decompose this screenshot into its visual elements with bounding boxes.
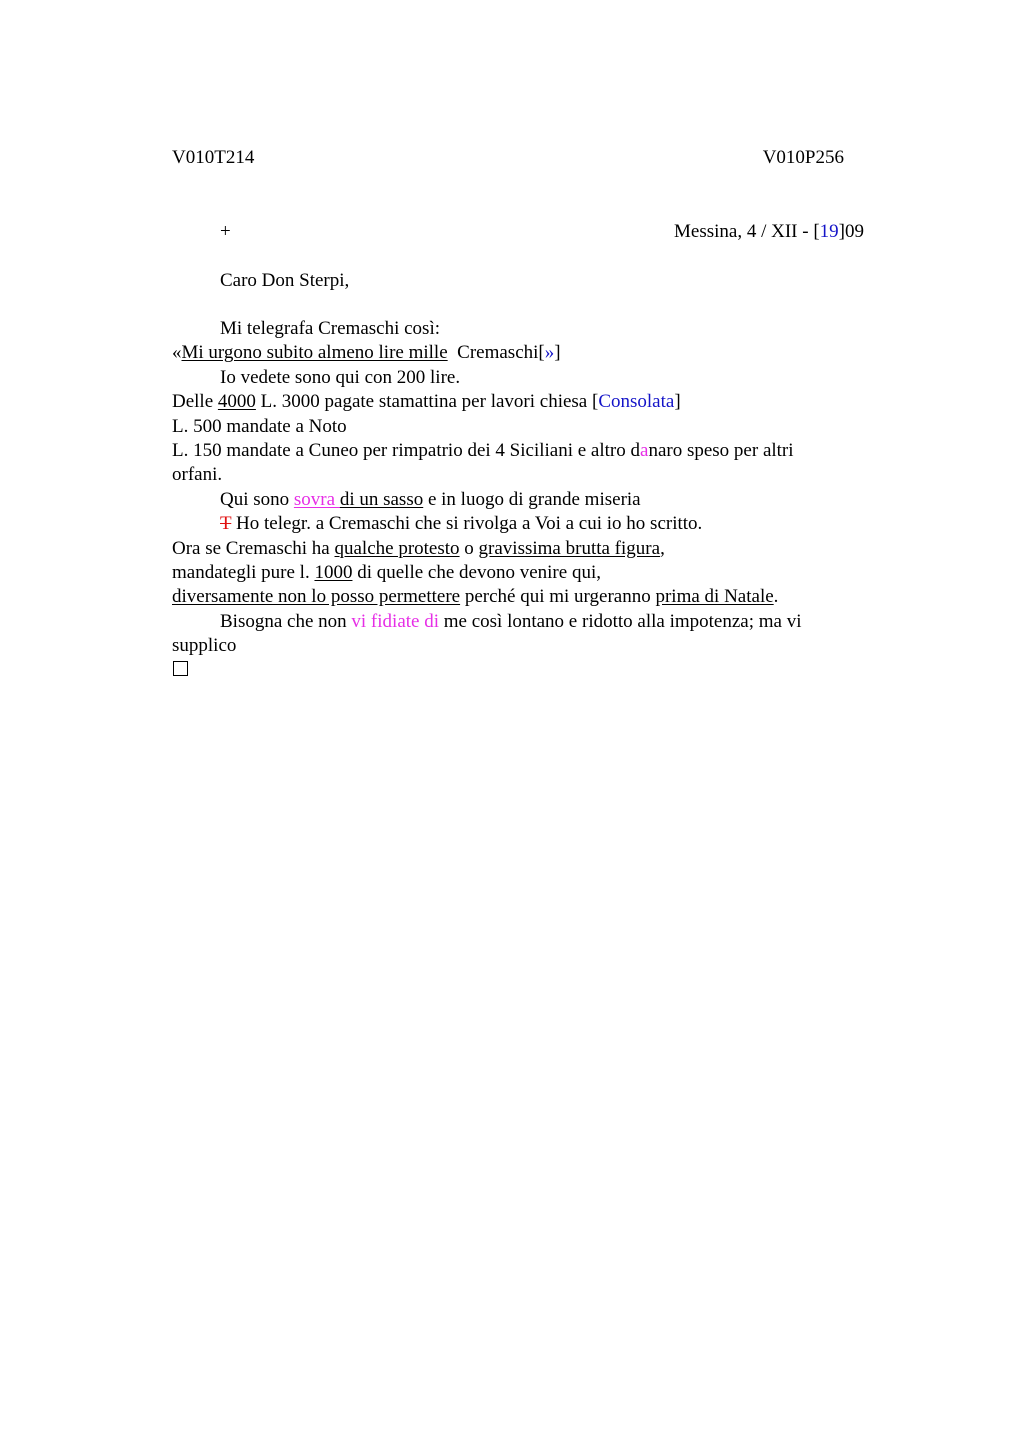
line-text: Mi telegrafa Cremaschi così: [220, 318, 441, 339]
volume-text-code: V010T214 [172, 147, 255, 168]
cross-mark: + [220, 221, 231, 242]
body-line-6 [172, 439, 862, 463]
underlined-text: prima di Natale [655, 586, 774, 608]
body-line-12 [172, 585, 862, 609]
body-line-8 [172, 488, 862, 512]
correction-insert: sovra [293, 488, 340, 510]
salutation: Caro Don Sterpi, [220, 270, 350, 291]
line-text: Io vedete sono qui con 200 lire. [220, 366, 461, 388]
end-box-icon [173, 661, 188, 676]
underlined-text: 4000 [217, 391, 256, 413]
body-line-14 [172, 634, 862, 658]
body-line-3 [172, 366, 862, 390]
bracket-close: ] [674, 391, 681, 413]
correction-insert: a [640, 439, 649, 461]
line-text: L. 3000 pagate stamattina per lavori chiesa [ [255, 391, 599, 413]
underlined-text: diversamente non lo posso permettere [172, 586, 461, 608]
underlined-text: Mi urgono subito almeno lire mille [181, 342, 448, 364]
line-text: supplico [172, 635, 237, 657]
line-text: Ho telegr. a Cremaschi che si rivolga a Voi a cui io ho scritto. [231, 513, 703, 535]
line-text: Delle [172, 391, 218, 413]
line-text: naro speso per altri [648, 439, 794, 461]
year-insert: 19 [819, 221, 839, 242]
line-text: me così lontano e ridotto alla impotenza; ma vi [439, 610, 802, 632]
body-line-1 [172, 317, 862, 341]
line-text: Qui sono [220, 488, 294, 510]
place-date-text: Messina, 4 / XII - [ [674, 221, 820, 242]
line-text: Bisogna che non [220, 610, 352, 632]
body-line-13 [172, 610, 862, 634]
body-line-11 [172, 561, 862, 585]
line-text: Ora se Cremaschi ha [172, 537, 335, 559]
archive-codes [172, 146, 844, 170]
deleted-letter: T [220, 513, 232, 535]
line-text: , [660, 537, 665, 559]
line-text: di quelle che devono venire qui, [352, 561, 601, 583]
underlined-text: 1000 [314, 561, 353, 583]
place-date [674, 220, 864, 244]
line-text: orfani. [172, 464, 223, 486]
volume-page-code: V010P256 [762, 147, 844, 168]
letter-body [172, 317, 862, 683]
line-text: L. 500 mandate a Noto [172, 415, 347, 437]
body-line-5 [172, 415, 862, 439]
underlined-text: di un sasso [339, 488, 424, 510]
year-end: ]09 [838, 221, 864, 242]
body-line-2 [172, 341, 862, 365]
body-line-4 [172, 390, 862, 414]
body-line-7 [172, 463, 862, 487]
bracket-close: ] [554, 342, 561, 364]
line-text: L. 150 mandate a Cuneo per rimpatrio dei 4 Siciliani e altro d [172, 439, 641, 461]
body-line-9 [172, 512, 862, 536]
line-text: . [773, 586, 779, 608]
editorial-insert: Consolata [598, 391, 675, 413]
underlined-text: gravissima brutta figura [478, 537, 661, 559]
line-text: o [459, 537, 479, 559]
body-line-15 [172, 658, 862, 682]
editorial-insert: » [544, 342, 555, 364]
line-text: perché qui mi urgeranno [460, 586, 656, 608]
line-text: mandategli pure l. [172, 561, 315, 583]
correction-insert: vi fidiate di [351, 610, 439, 632]
signature-name: Cremaschi[ [447, 342, 545, 364]
underlined-text: qualche protesto [334, 537, 460, 559]
line-text: e in luogo di grande miseria [423, 488, 641, 510]
quote-open: « [172, 342, 182, 364]
body-line-10 [172, 537, 862, 561]
